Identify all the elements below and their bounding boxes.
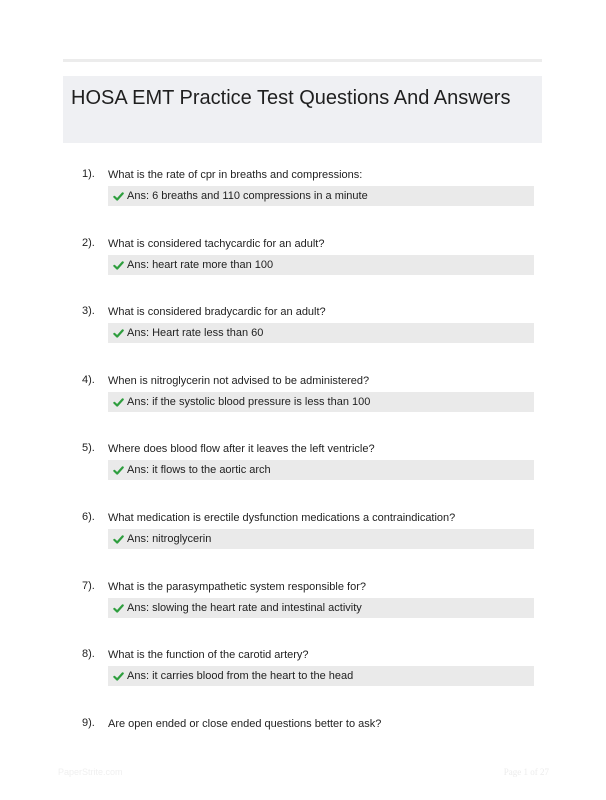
answer-text: Ans: Heart rate less than 60 (127, 327, 264, 339)
question-item (0, 236, 606, 296)
question-number: 9). (82, 717, 95, 729)
answer-text: Ans: 6 breaths and 110 compressions in a minute (127, 190, 368, 202)
answer-box (108, 529, 534, 549)
question-number: 3). (82, 305, 95, 317)
answer-box (108, 666, 534, 686)
question-text: What is the rate of cpr in breaths and compressions: (108, 169, 363, 181)
question-number: 1). (82, 168, 95, 180)
top-divider (63, 59, 542, 62)
check-icon (113, 671, 124, 682)
question-item (0, 304, 606, 364)
question-item (0, 373, 606, 433)
footer-watermark: PaperStrite.com (58, 767, 123, 777)
question-number: 6). (82, 511, 95, 523)
answer-text: Ans: it carries blood from the heart to the head (127, 670, 354, 682)
title-banner (63, 76, 542, 143)
question-text: When is nitroglycerin not advised to be administered? (108, 375, 370, 387)
check-icon (113, 603, 124, 614)
answer-box (108, 323, 534, 343)
question-number: 4). (82, 374, 95, 386)
question-text: Where does blood flow after it leaves the left ventricle? (108, 443, 375, 455)
check-icon (113, 397, 124, 408)
question-text: What is considered bradycardic for an adult? (108, 306, 326, 318)
question-item (0, 647, 606, 707)
question-text: What medication is erectile dysfunction medications a contraindication? (108, 512, 456, 524)
check-icon (113, 260, 124, 271)
answer-box (108, 255, 534, 275)
check-icon (113, 534, 124, 545)
answer-text: Ans: if the systolic blood pressure is less than 100 (127, 396, 371, 408)
question-number: 8). (82, 648, 95, 660)
answer-box (108, 460, 534, 480)
answer-box (108, 392, 534, 412)
question-text: Are open ended or close ended questions better to ask? (108, 718, 382, 730)
answer-box (108, 598, 534, 618)
answer-text: Ans: it flows to the aortic arch (127, 464, 271, 476)
question-number: 2). (82, 237, 95, 249)
question-number: 7). (82, 580, 95, 592)
question-text: What is the parasympathetic system responsible for? (108, 581, 367, 593)
answer-text: Ans: slowing the heart rate and intestinal activity (127, 602, 362, 614)
answer-box (108, 186, 534, 206)
check-icon (113, 465, 124, 476)
question-item (0, 441, 606, 501)
check-icon (113, 328, 124, 339)
question-item (0, 510, 606, 570)
question-text: What is considered tachycardic for an adult? (108, 238, 325, 250)
question-item (0, 167, 606, 227)
document-title: HOSA EMT Practice Test Questions And Answers (71, 87, 511, 109)
question-number: 5). (82, 442, 95, 454)
question-text: What is the function of the carotid artery? (108, 649, 309, 661)
answer-text: Ans: heart rate more than 100 (127, 259, 274, 271)
check-icon (113, 191, 124, 202)
answer-text: Ans: nitroglycerin (127, 533, 212, 545)
page-number: Page 1 of 27 (503, 767, 549, 777)
question-item (0, 579, 606, 639)
